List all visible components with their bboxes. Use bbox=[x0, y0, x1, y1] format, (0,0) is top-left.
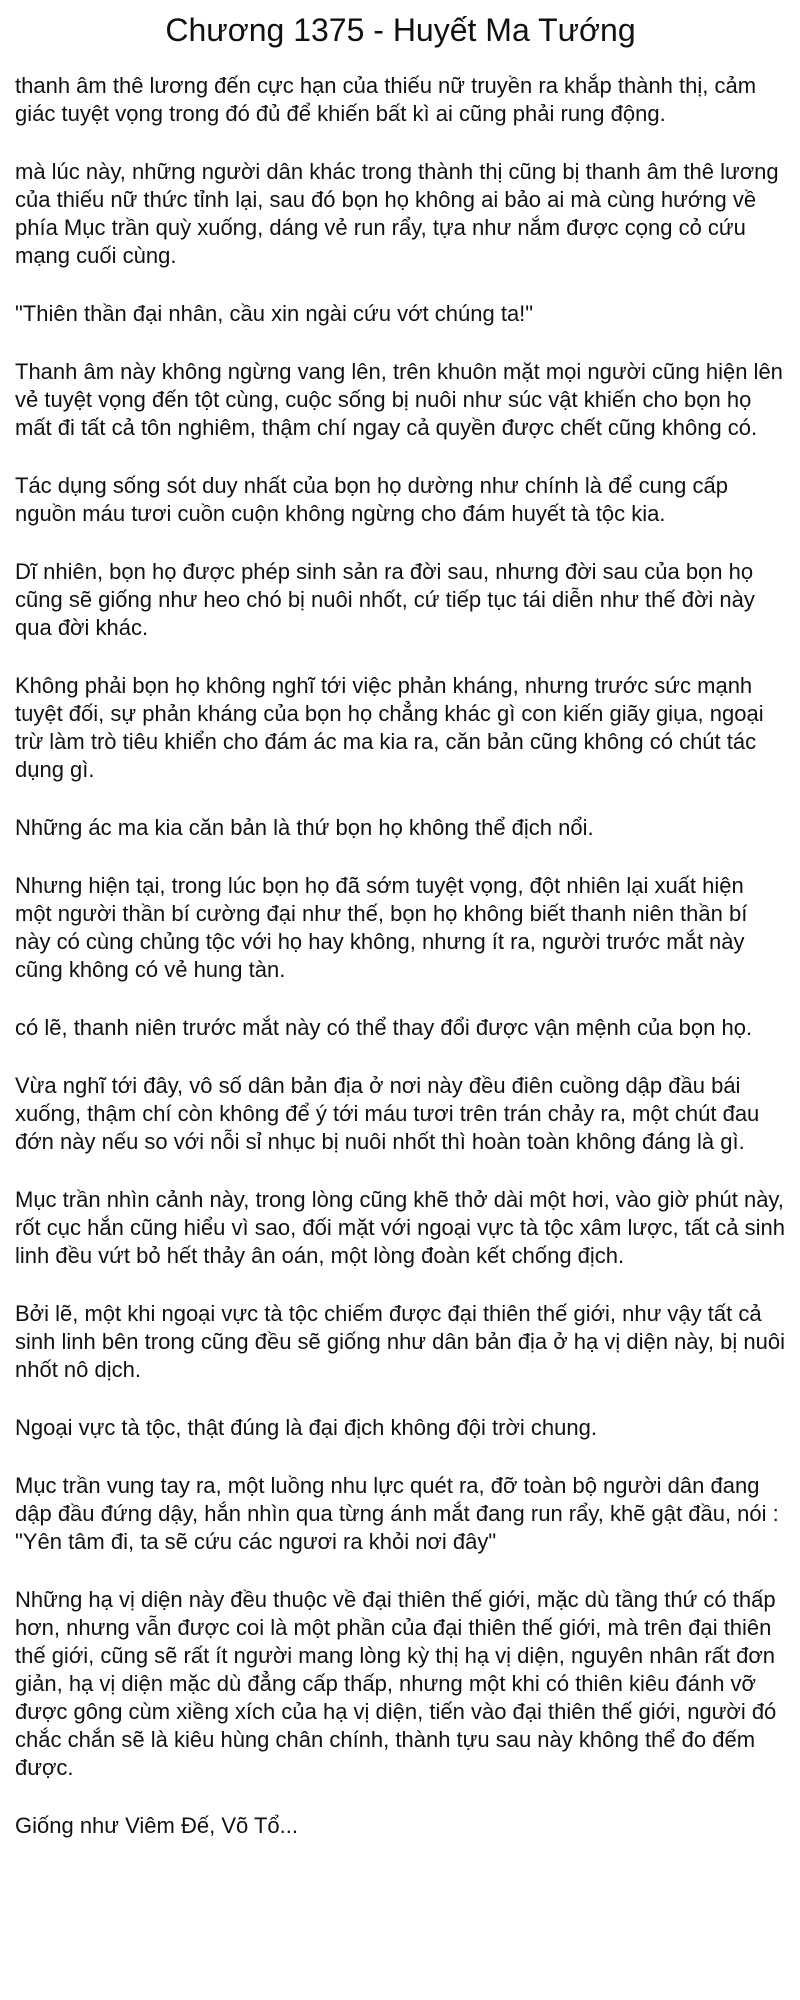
paragraph-6: Dĩ nhiên, bọn họ được phép sinh sản ra đời sau, nhưng đời sau của bọn họ cũng sẽ giống như heo chó bị nuôi nhốt, cứ tiếp tục tái diễn như thế đời này qua đời khác. bbox=[15, 559, 755, 640]
paragraph-3: "Thiên thần đại nhân, cầu xin ngài cứu vớt chúng ta!" bbox=[15, 301, 534, 326]
paragraph-8: Những ác ma kia căn bản là thứ bọn họ không thể địch nổi. bbox=[15, 815, 594, 840]
paragraph-10: có lẽ, thanh niên trước mắt này có thể thay đổi được vận mệnh của bọn họ. bbox=[15, 1015, 753, 1040]
paragraph-7: Không phải bọn họ không nghĩ tới việc phản kháng, nhưng trước sức mạnh tuyệt đối, sự phản kháng của bọn họ chẳng khác gì con kiến giãy giụa, ngoại trừ làm trò tiêu khiển cho đám ác ma kia ra, căn bản cũng không có chút tác dụng gì. bbox=[15, 673, 764, 782]
paragraph-13: Bởi lẽ, một khi ngoại vực tà tộc chiếm được đại thiên thế giới, như vậy tất cả sinh linh bên trong cũng đều sẽ giống như dân bản địa ở hạ vị diện này, bị nuôi nhốt nô dịch. bbox=[15, 1301, 785, 1382]
paragraph-17: Giống như Viêm Đế, Võ Tổ... bbox=[15, 1813, 298, 1838]
paragraph-2: mà lúc này, những người dân khác trong thành thị cũng bị thanh âm thê lương của thiếu nữ thức tỉnh lại, sau đó bọn họ không ai bảo ai mà cùng hướng về phía Mục trần quỳ xuống, dáng vẻ run rẩy, tựa như nắm được cọng cỏ cứu mạng cuối cùng. bbox=[15, 159, 779, 268]
paragraph-12: Mục trần nhìn cảnh này, trong lòng cũng khẽ thở dài một hơi, vào giờ phút này, rốt cục hắn cũng hiểu vì sao, đối mặt với ngoại vực tà tộc xâm lược, tất cả sinh linh đều vứt bỏ hết thảy ân oán, một lòng đoàn kết chống địch. bbox=[15, 1187, 785, 1268]
paragraph-4: Thanh âm này không ngừng vang lên, trên khuôn mặt mọi người cũng hiện lên vẻ tuyệt vọng đến tột cùng, cuộc sống bị nuôi như súc vật khiến cho bọn họ mất đi tất cả tôn nghiêm, thậm chí ngay cả quyền được chết cũng không có. bbox=[15, 359, 783, 440]
paragraph-11: Vừa nghĩ tới đây, vô số dân bản địa ở nơi này đều điên cuồng dập đầu bái xuống, thậm chí còn không để ý tới máu tươi trên trán chảy ra, một chút đau đớn này nếu so với nỗi sỉ nhục bị nuôi nhốt thì hoàn toàn không đáng là gì. bbox=[15, 1073, 760, 1154]
paragraph-5: Tác dụng sống sót duy nhất của bọn họ dường như chính là để cung cấp nguồn máu tươi cuồn cuộn không ngừng cho đám huyết tà tộc kia. bbox=[15, 473, 728, 526]
chapter-title: Chương 1375 - Huyết Ma Tướng bbox=[165, 12, 636, 48]
paragraph-1: thanh âm thê lương đến cực hạn của thiếu nữ truyền ra khắp thành thị, cảm giác tuyệt vọng trong đó đủ để khiến bất kì ai cũng phải rung động. bbox=[15, 73, 757, 126]
paragraph-14: Ngoại vực tà tộc, thật đúng là đại địch không đội trời chung. bbox=[15, 1415, 597, 1440]
paragraph-16: Những hạ vị diện này đều thuộc về đại thiên thế giới, mặc dù tầng thứ có thấp hơn, nhưng vẫn được coi là một phần của đại thiên thế giới, mà trên đại thiên thế giới, cũng sẽ rất ít người mang lòng kỳ thị hạ vị diện, nguyên nhân rất đơn giản, hạ vị diện mặc dù đẳng cấp thấp, nhưng một khi có thiên kiêu đánh vỡ được gông cùm xiềng xích của hạ vị diện, tiến vào đại thiên thế giới, người đó chắc chắn sẽ là kiêu hùng chân chính, thành tựu sau này không thể đo đếm được. bbox=[15, 1587, 777, 1780]
paragraph-15: Mục trần vung tay ra, một luồng nhu lực quét ra, đỡ toàn bộ người dân đang dập đầu đứng dậy, hắn nhìn qua từng ánh mắt đang run rẩy, khẽ gật đầu, nói : "Yên tâm đi, ta sẽ cứu các ngươi ra khỏi nơi đây" bbox=[15, 1473, 779, 1554]
paragraph-9: Nhưng hiện tại, trong lúc bọn họ đã sớm tuyệt vọng, đột nhiên lại xuất hiện một người thần bí cường đại như thế, bọn họ không biết thanh niên thần bí này có cùng chủng tộc với họ hay không, nhưng ít ra, người trước mắt này cũng không có vẻ hung tàn. bbox=[15, 873, 748, 982]
